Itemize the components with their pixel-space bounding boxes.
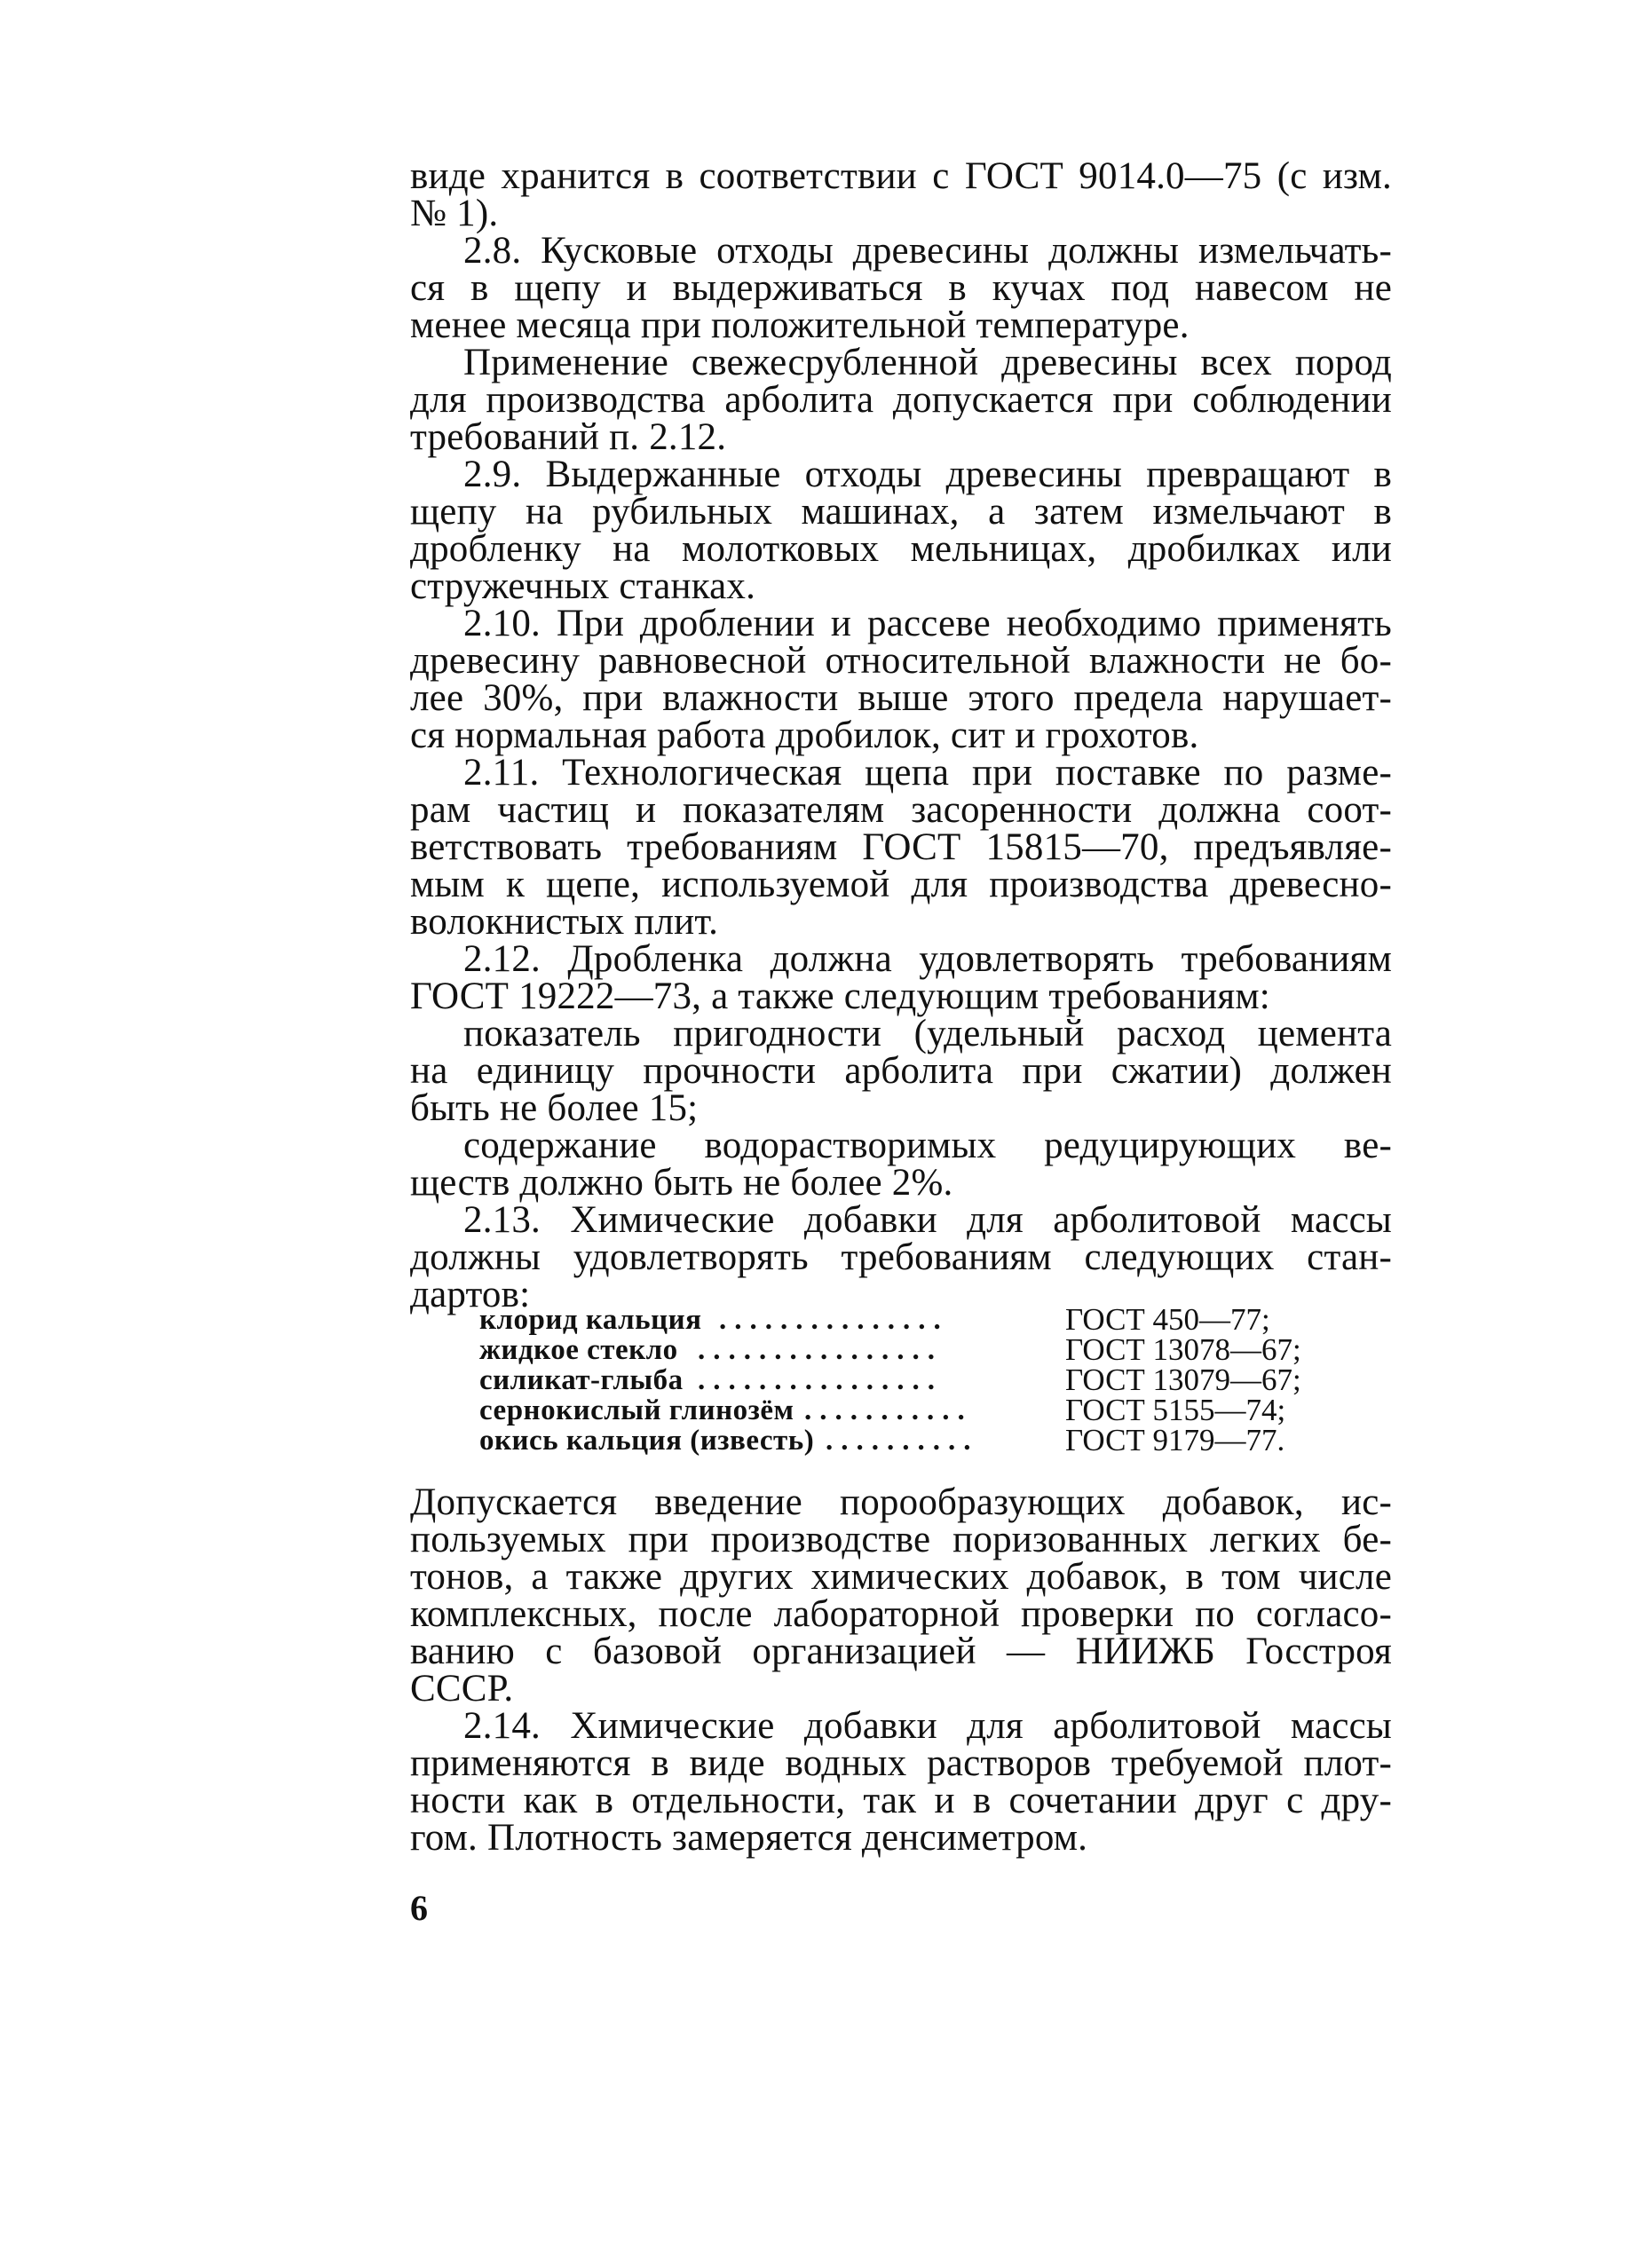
text-line: мым к щепе, используемой для производства древесно- bbox=[410, 864, 1392, 905]
text-line: ветствовать требованиям ГОСТ 15815—70, предъявляе- bbox=[410, 826, 1392, 868]
additive-row bbox=[479, 1395, 1296, 1426]
text-line: виде хранится в соответствии с ГОСТ 9014.0—75 (с изм. bbox=[410, 155, 1392, 197]
additive-name: окись кальция (известь) bbox=[479, 1425, 815, 1457]
additive-standard: ГОСТ 13078—67; bbox=[1065, 1332, 1301, 1367]
text-line: ванию с базовой организацией — НИИЖБ Госстроя bbox=[410, 1631, 1392, 1672]
additive-row bbox=[479, 1302, 1296, 1337]
text-line: щепу на рубильных машинах, а затем измельчают в bbox=[410, 491, 1392, 533]
page-number: 6 bbox=[410, 1888, 428, 1928]
additive-name: силикат-глыба bbox=[479, 1364, 684, 1396]
text-line: волокнистых плит. bbox=[410, 901, 719, 943]
text-line: ся в щепу и выдерживаться в кучах под навесом не bbox=[410, 267, 1392, 309]
text-line: для производства арболита допускается при соблюдении bbox=[410, 379, 1392, 421]
additive-standard: ГОСТ 13079—67; bbox=[1065, 1362, 1301, 1397]
text-line: применяются в виде водных растворов требуемой плот- bbox=[410, 1742, 1392, 1784]
leader-dots: ................ bbox=[698, 1334, 943, 1366]
text-line: Применение свежесрубленной древесины всех пород bbox=[463, 342, 1392, 383]
text-line: ся нормальная работа дробилок, сит и грохотов. bbox=[410, 715, 1199, 756]
additive-name: сернокислый глинозём bbox=[479, 1394, 794, 1426]
text-line: должны удовлетворять требованиям следующих стан- bbox=[410, 1236, 1392, 1278]
text-block-bottom bbox=[410, 1481, 1392, 1859]
text-line: на единицу прочности арболита при сжатии) должен bbox=[410, 1050, 1392, 1092]
text-line: комплексных, после лабораторной проверки по согласо- bbox=[410, 1593, 1392, 1635]
leader-dots: ........... bbox=[804, 1394, 973, 1426]
text-line: 2.13. Химические добавки для арболитовой массы bbox=[463, 1199, 1392, 1241]
text-line: стружечных станках. bbox=[410, 565, 756, 607]
text-line: № 1). bbox=[410, 193, 499, 234]
leader-dots: ................ bbox=[698, 1364, 943, 1396]
text-line: рам частиц и показателям засоренности должна соот- bbox=[410, 789, 1392, 831]
text-line: показатель пригодности (удельный расход цемента bbox=[463, 1013, 1392, 1054]
additive-row bbox=[479, 1362, 1301, 1397]
text-line: лее 30%, при влажности выше этого предела нарушает- bbox=[410, 677, 1392, 719]
text-line: менее месяца при положительной температуре. bbox=[410, 304, 1190, 346]
text-line: дартов: bbox=[410, 1274, 531, 1315]
text-line: Допускается введение порообразующих добавок, ис- bbox=[410, 1481, 1392, 1523]
text-line: ществ должно быть не более 2%. bbox=[410, 1162, 953, 1204]
text-line: ности как в отдельности, так и в сочетании друг с дру- bbox=[410, 1780, 1392, 1821]
text-line: 2.8. Кусковые отходы древесины должны измельчать- bbox=[463, 230, 1392, 272]
text-line: 2.9. Выдержанные отходы древесины превращают в bbox=[463, 454, 1392, 495]
text-line: ГОСТ 19222—73, а также следующим требованиям: bbox=[410, 975, 1270, 1017]
text-line: 2.10. При дроблении и рассеве необходимо применять bbox=[463, 603, 1392, 644]
text-line: быть не более 15; bbox=[410, 1087, 699, 1129]
text-block-top bbox=[410, 155, 1392, 1315]
text-line: требований п. 2.12. bbox=[410, 416, 727, 458]
text-line: гом. Плотность замеряется денсиметром. bbox=[410, 1817, 1088, 1859]
additive-row bbox=[479, 1423, 1296, 1457]
leader-dots: ............... bbox=[719, 1304, 949, 1336]
text-line: СССР. bbox=[410, 1668, 514, 1710]
additive-row bbox=[479, 1332, 1301, 1367]
additive-standard: ГОСТ 5155—74; bbox=[1065, 1393, 1286, 1427]
leader-dots: .......... bbox=[826, 1425, 979, 1457]
text-line: 2.14. Химические добавки для арболитовой массы bbox=[463, 1705, 1392, 1747]
text-line: тонов, а также других химических добавок, в том числе bbox=[410, 1556, 1392, 1598]
additive-name: жидкое стекло bbox=[479, 1334, 678, 1366]
additives-list bbox=[479, 1302, 1301, 1457]
text-line: пользуемых при производстве поризованных легких бе- bbox=[410, 1519, 1392, 1560]
additive-name: клорид кальция bbox=[479, 1304, 702, 1336]
text-line: 2.11. Технологическая щепа при поставке по разме- bbox=[463, 752, 1392, 794]
additive-standard: ГОСТ 450—77; bbox=[1065, 1302, 1270, 1337]
text-line: дробленку на молотковых мельницах, дробилках или bbox=[410, 528, 1392, 570]
text-line: 2.12. Дробленка должна удовлетворять требованиям bbox=[463, 938, 1392, 980]
text-line: древесину равновесной относительной влажности не бо- bbox=[410, 640, 1392, 682]
additive-standard: ГОСТ 9179—77. bbox=[1065, 1423, 1285, 1457]
text-line: содержание водорастворимых редуцирующих ве- bbox=[463, 1125, 1392, 1166]
